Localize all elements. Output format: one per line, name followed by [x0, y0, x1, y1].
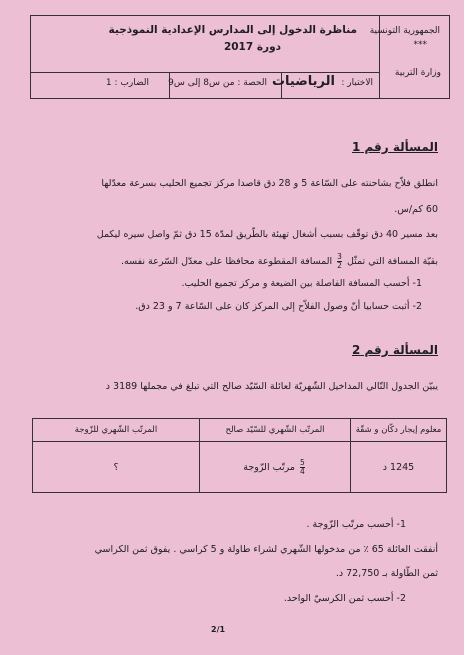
table-header: معلوم إيجار دكّان و شقّة [351, 419, 447, 442]
table-cell: $\frac{5}{4}$ مرتّب الزّوجة [200, 442, 351, 493]
problem2-title: المسألة رقم 2 [351, 343, 438, 357]
exam-session: دورة 2017 [223, 41, 281, 53]
problem1-title: المسألة رقم 1 [351, 140, 438, 154]
problem2-question1: 1- أحسب مرتّب الزّوجة . [306, 519, 406, 530]
problem1-line4-end: المسافة المقطوعة محافظا على معدّل السّرعة نفسه. [121, 256, 333, 267]
income-table [32, 418, 447, 493]
stars: *** [413, 40, 427, 50]
problem1-line4 [121, 253, 438, 270]
problem1-question2: 2- أثبت حسابيا أنّ وصول الفلاّح إلى المركز كان على السّاعة 7 و 23 دق. [135, 301, 422, 312]
page-number: 2/1 [211, 625, 226, 634]
problem1-line2: 60 كم/س. [394, 204, 438, 215]
exam-subject: الرياضيات [271, 74, 335, 89]
salary-fraction: $\frac{5}{4}$ [299, 457, 305, 476]
problem1-question1: 1- أحسب المسافة الفاصلة بين الضيعة و مركز تجميع الحليب. [181, 278, 422, 289]
exam-title: مناظرة الدخول إلى المدارس الإعدادية النموذجية [108, 24, 357, 36]
problem2-text2: ثمن الطّاولة بـ 72,750 د. [335, 568, 438, 579]
table-cell: ؟ [33, 442, 200, 493]
problem1-line4-start: بقيّة المسافة التي تمثّل [346, 256, 438, 267]
problem2-text1: أنفقت العائلة 65 ٪ من مدخولها الشّهري لشراء طاولة و 5 كراسي . يفوق ثمن الكراسي [94, 544, 438, 555]
table-cell: 1245 د [351, 442, 447, 493]
problem1-line3: بعد مسير 40 دق توقّف بسبب أشغال تهيئة بالطّريق لمدّة 15 دق ثمّ واصل سيره ليكمل [96, 229, 438, 240]
problem2-intro: يبيّن الجدول التّالي المداخيل الشّهريّة لعائلة السّيّد صالح التي تبلغ في مجملها 3189 د [105, 381, 438, 392]
problem2-question2: 2- أحسب ثمن الكرسيّ الواحد. [283, 593, 406, 604]
exam-duration: الحصة : من س8 إلى س9 [168, 78, 267, 88]
republic-label: الجمهورية التونسية [369, 26, 440, 36]
table-header: المرتّب الشّهري للسّيّد صالح [200, 419, 351, 442]
problem1-line1: انطلق فلاّح بشاحنته على السّاعة 5 و 28 دق قاصدا مركز تجميع الحليب بسرعة معدّلها [101, 178, 438, 189]
table-header: المرتّب الشّهري للزّوجة [33, 419, 200, 442]
ministry-label: وزارة التربية [394, 68, 441, 78]
exam-header [30, 15, 450, 99]
exam-label: الاختبار : [341, 78, 373, 88]
problem1-fraction: $\frac{3}{2}$ [337, 252, 342, 270]
exam-coefficient: الضارب : 1 [105, 78, 149, 88]
